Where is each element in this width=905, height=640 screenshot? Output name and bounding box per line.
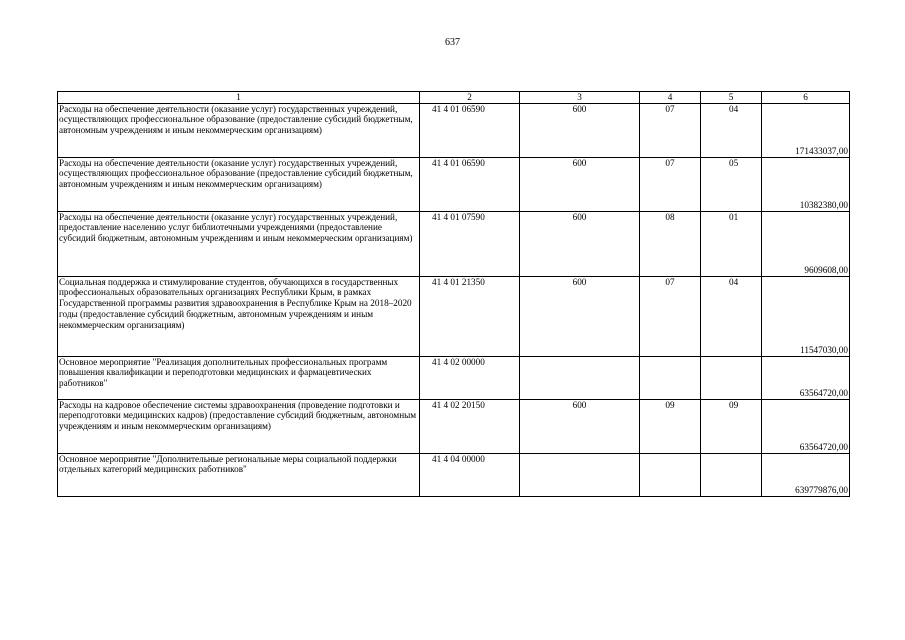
target-code-cell: 41 4 02 20150 [420, 399, 520, 453]
column-header: 6 [762, 92, 850, 104]
subsection-cell: 01 [701, 211, 762, 276]
expense-type-cell [520, 356, 640, 399]
table-row [58, 453, 850, 496]
column-header: 4 [640, 92, 701, 104]
table-row [58, 399, 850, 453]
expense-type-cell: 600 [520, 399, 640, 453]
subsection-cell: 09 [701, 399, 762, 453]
section-cell: 07 [640, 103, 701, 157]
expense-type-cell [520, 453, 640, 496]
target-code-cell: 41 4 01 06590 [420, 157, 520, 211]
target-code-cell: 41 4 01 07590 [420, 211, 520, 276]
table-row [58, 157, 850, 211]
section-cell [640, 356, 701, 399]
amount-cell: 11547030,00 [762, 276, 850, 356]
amount-cell: 10382380,00 [762, 157, 850, 211]
expense-name-cell: Основное мероприятие "Дополнительные региональные меры социальной поддержки отдельных категорий медицинских работников" [58, 453, 420, 496]
table-row [58, 211, 850, 276]
table-header-row [58, 92, 850, 104]
expense-name-cell: Расходы на обеспечение деятельности (оказание услуг) государственных учреждений, предоставление населению услуг библиотечными учреждениями (предоставление субсидий бюджетным, автономным учреждениям и иным некоммерческим организациям) [58, 211, 420, 276]
subsection-cell: 05 [701, 157, 762, 211]
section-cell: 07 [640, 276, 701, 356]
target-code-cell: 41 4 01 06590 [420, 103, 520, 157]
expense-type-cell: 600 [520, 276, 640, 356]
section-cell: 07 [640, 157, 701, 211]
amount-cell: 639779876,00 [762, 453, 850, 496]
expense-type-cell: 600 [520, 211, 640, 276]
table-row [58, 356, 850, 399]
target-code-cell: 41 4 02 00000 [420, 356, 520, 399]
budget-table [57, 91, 850, 497]
expense-type-cell: 600 [520, 103, 640, 157]
amount-cell: 9609608,00 [762, 211, 850, 276]
section-cell [640, 453, 701, 496]
target-code-cell: 41 4 04 00000 [420, 453, 520, 496]
column-header: 2 [420, 92, 520, 104]
expense-name-cell: Расходы на обеспечение деятельности (оказание услуг) государственных учреждений, осуществляющих профессиональное образование (предоставление субсидий бюджетным, автономным учреждениям и иным некоммерческим организациям) [58, 157, 420, 211]
column-header: 5 [701, 92, 762, 104]
table-row [58, 276, 850, 356]
table-row [58, 103, 850, 157]
amount-cell: 171433037,00 [762, 103, 850, 157]
page-number: 637 [445, 37, 460, 48]
amount-cell: 63564720,00 [762, 399, 850, 453]
subsection-cell [701, 356, 762, 399]
subsection-cell: 04 [701, 103, 762, 157]
target-code-cell: 41 4 01 21350 [420, 276, 520, 356]
amount-cell: 63564720,00 [762, 356, 850, 399]
column-header: 3 [520, 92, 640, 104]
column-header: 1 [58, 92, 420, 104]
subsection-cell: 04 [701, 276, 762, 356]
subsection-cell [701, 453, 762, 496]
expense-name-cell: Социальная поддержка и стимулирование студентов, обучающихся в государственных профессиональных образовательных организациях Республики Крым, в рамках Государственной программы развития здравоохранения в Республике Крым на 2018–2020 годы (предоставление субсидий бюджетным, автономным учреждениям и иным некоммерческим организациям) [58, 276, 420, 356]
expense-name-cell: Расходы на кадровое обеспечение системы здравоохранения (проведение подготовки и переподготовки медицинских кадров) (предоставление субсидий бюджетным, автономным учреждениям и иным некоммерческим организациям) [58, 399, 420, 453]
section-cell: 09 [640, 399, 701, 453]
section-cell: 08 [640, 211, 701, 276]
expense-name-cell: Основное мероприятие "Реализация дополнительных профессиональных программ повышения квалификации и переподготовки медицинских и фармацевтических работников" [58, 356, 420, 399]
expense-type-cell: 600 [520, 157, 640, 211]
expense-name-cell: Расходы на обеспечение деятельности (оказание услуг) государственных учреждений, осуществляющих профессиональное образование (предоставление субсидий бюджетным, автономным учреждениям и иным некоммерческим организациям) [58, 103, 420, 157]
